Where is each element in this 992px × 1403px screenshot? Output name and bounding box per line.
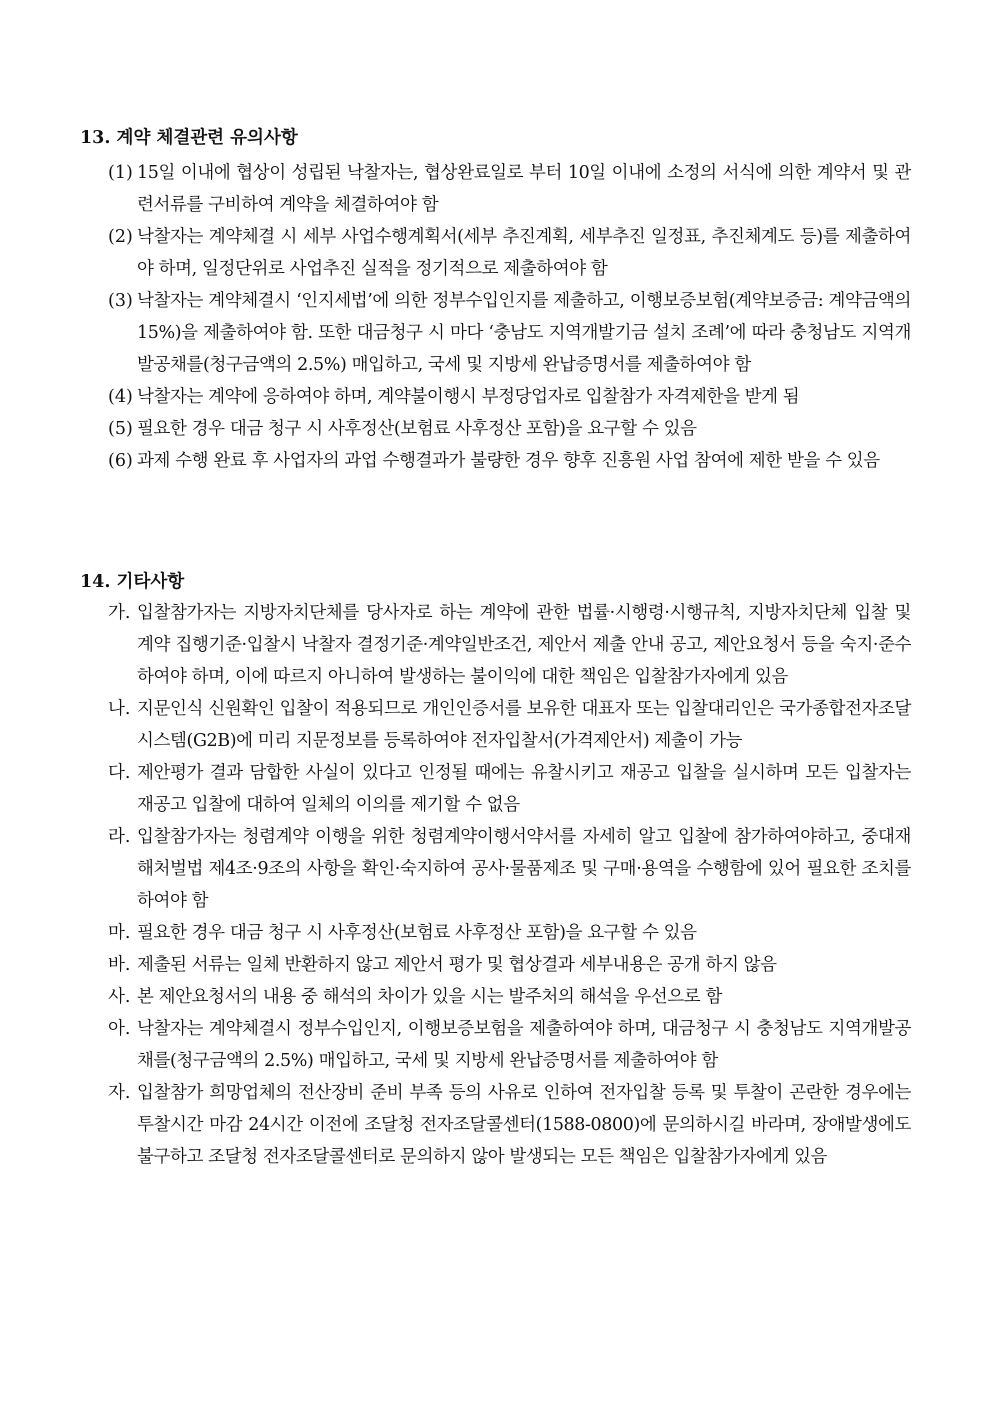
item-marker: (3) xyxy=(108,291,133,311)
item-text: 입찰참가자는 청렴계약 이행을 위한 청렴계약이행서약서를 자세히 알고 입찰에 참가하여야하고, 중대재해처벌법 제4조·9조의 사항을 확인·숙지하여 공사·물품제조 및 구매·용역을 수행함에 있어 필요한 조치를 하여야 함 xyxy=(137,827,911,911)
item-marker: 나. xyxy=(108,699,131,719)
list-item xyxy=(0,285,992,381)
item-marker: 아. xyxy=(108,1019,131,1039)
item-text: 지문인식 신원확인 입찰이 적용되므로 개인인증서를 보유한 대표자 또는 입찰대리인은 국가종합전자조달시스템(G2B)에 미리 지문정보를 등록하여야 전자입찰서(가격제안서) 제출이 가능 xyxy=(137,699,911,751)
item-marker: 자. xyxy=(108,1083,131,1103)
item-marker: 사. xyxy=(108,987,131,1007)
item-text: 낙찰자는 계약에 응하여야 하며, 계약불이행시 부정당업자로 입찰참가 자격제한을 받게 됨 xyxy=(137,387,800,407)
list-item xyxy=(0,221,992,285)
item-marker: (4) xyxy=(108,387,133,407)
item-text: 낙찰자는 계약체결 시 세부 사업수행계획서(세부 추진계획, 세부추진 일정표, 추진체계도 등)를 제출하여야 하며, 일정단위로 사업추진 실적을 정기적으로 제출하여야 함 xyxy=(137,227,911,279)
item-marker: 바. xyxy=(108,955,131,975)
list-item xyxy=(0,1077,992,1173)
item-marker: (6) xyxy=(108,451,133,471)
list-item xyxy=(0,949,992,981)
list-item xyxy=(0,445,992,477)
item-text: 필요한 경우 대금 청구 시 사후정산(보험료 사후정산 포함)을 요구할 수 있음 xyxy=(137,419,697,439)
item-marker: 가. xyxy=(108,603,131,623)
item-text: 본 제안요청서의 내용 중 해석의 차이가 있을 시는 발주처의 해석을 우선으로 함 xyxy=(137,987,722,1007)
section-14-heading: 14. 기타사항 xyxy=(80,572,185,592)
list-item xyxy=(0,821,992,917)
item-marker: (5) xyxy=(108,419,133,439)
item-text: 입찰참가 희망업체의 전산장비 준비 부족 등의 사유로 인하여 전자입찰 등록 및 투찰이 곤란한 경우에는 투찰시간 마감 24시간 이전에 조달청 전자조달콜센터(1588-0800)에 문의하시길 바라며, 장애발생에도 불구하고 조달청 전자조달콜센터로 문의하지 않아 발생되는 모든 책임은 입찰참가자에게 있음 xyxy=(137,1083,911,1167)
item-marker: (2) xyxy=(108,227,133,247)
item-text: 제출된 서류는 일체 반환하지 않고 제안서 평가 및 협상결과 세부내용은 공개 하지 않음 xyxy=(137,955,777,975)
item-text: 낙찰자는 계약체결시 정부수입인지, 이행보증보험을 제출하여야 하며, 대금청구 시 충청남도 지역개발공채를(청구금액의 2.5%) 매입하고, 국세 및 지방세 완납증명서를 제출하여야 함 xyxy=(137,1019,911,1071)
item-text: 15일 이내에 협상이 성립된 낙찰자는, 협상완료일로 부터 10일 이내에 소정의 서식에 의한 계약서 및 관련서류를 구비하여 계약을 체결하여야 함 xyxy=(137,163,911,215)
list-item xyxy=(0,693,992,757)
item-marker: 마. xyxy=(108,923,131,943)
item-marker: 다. xyxy=(108,763,131,783)
list-item xyxy=(0,413,992,445)
item-marker: 라. xyxy=(108,827,131,847)
section-14-misc xyxy=(0,567,992,1173)
section-13-heading: 13. 계약 체결관련 유의사항 xyxy=(80,128,298,148)
item-text: 입찰참가자는 지방자치단체를 당사자로 하는 계약에 관한 법률·시행령·시행규칙, 지방자치단체 입찰 및 계약 집행기준·입찰시 낙찰자 결정기준·계약일반조건, 제안서 제출 안내 공고, 제안요청서 등을 숙지·준수하여야 하며, 이에 따르지 아니하여 발생하는 불이익에 대한 책임은 입찰참가자에게 있음 xyxy=(137,603,911,687)
item-text: 과제 수행 완료 후 사업자의 과업 수행결과가 불량한 경우 향후 진흥원 사업 참여에 제한 받을 수 있음 xyxy=(137,451,880,471)
list-item xyxy=(0,381,992,413)
item-text: 필요한 경우 대금 청구 시 사후정산(보험료 사후정산 포함)을 요구할 수 있음 xyxy=(137,923,697,943)
list-item xyxy=(0,597,992,693)
list-item xyxy=(0,1013,992,1077)
list-item xyxy=(0,917,992,949)
item-text: 낙찰자는 계약체결시 ‘인지세법’에 의한 정부수입인지를 제출하고, 이행보증보험(계약보증금: 계약금액의 15%)을 제출하여야 함. 또한 대금청구 시 마다 ‘충남도 지역개발기금 설치 조례’에 따라 충청남도 지역개발공채를(청구금액의 2.5%) 매입하고, 국세 및 지방세 완납증명서를 제출하여야 함 xyxy=(137,291,911,375)
section-13-contract-notes xyxy=(0,123,992,477)
item-marker: (1) xyxy=(108,163,133,183)
list-item xyxy=(0,757,992,821)
list-item xyxy=(0,157,992,221)
item-text: 제안평가 결과 담합한 사실이 있다고 인정될 때에는 유찰시키고 재공고 입찰을 실시하며 모든 입찰자는 재공고 입찰에 대하여 일체의 이의를 제기할 수 없음 xyxy=(137,763,911,815)
list-item xyxy=(0,981,992,1013)
